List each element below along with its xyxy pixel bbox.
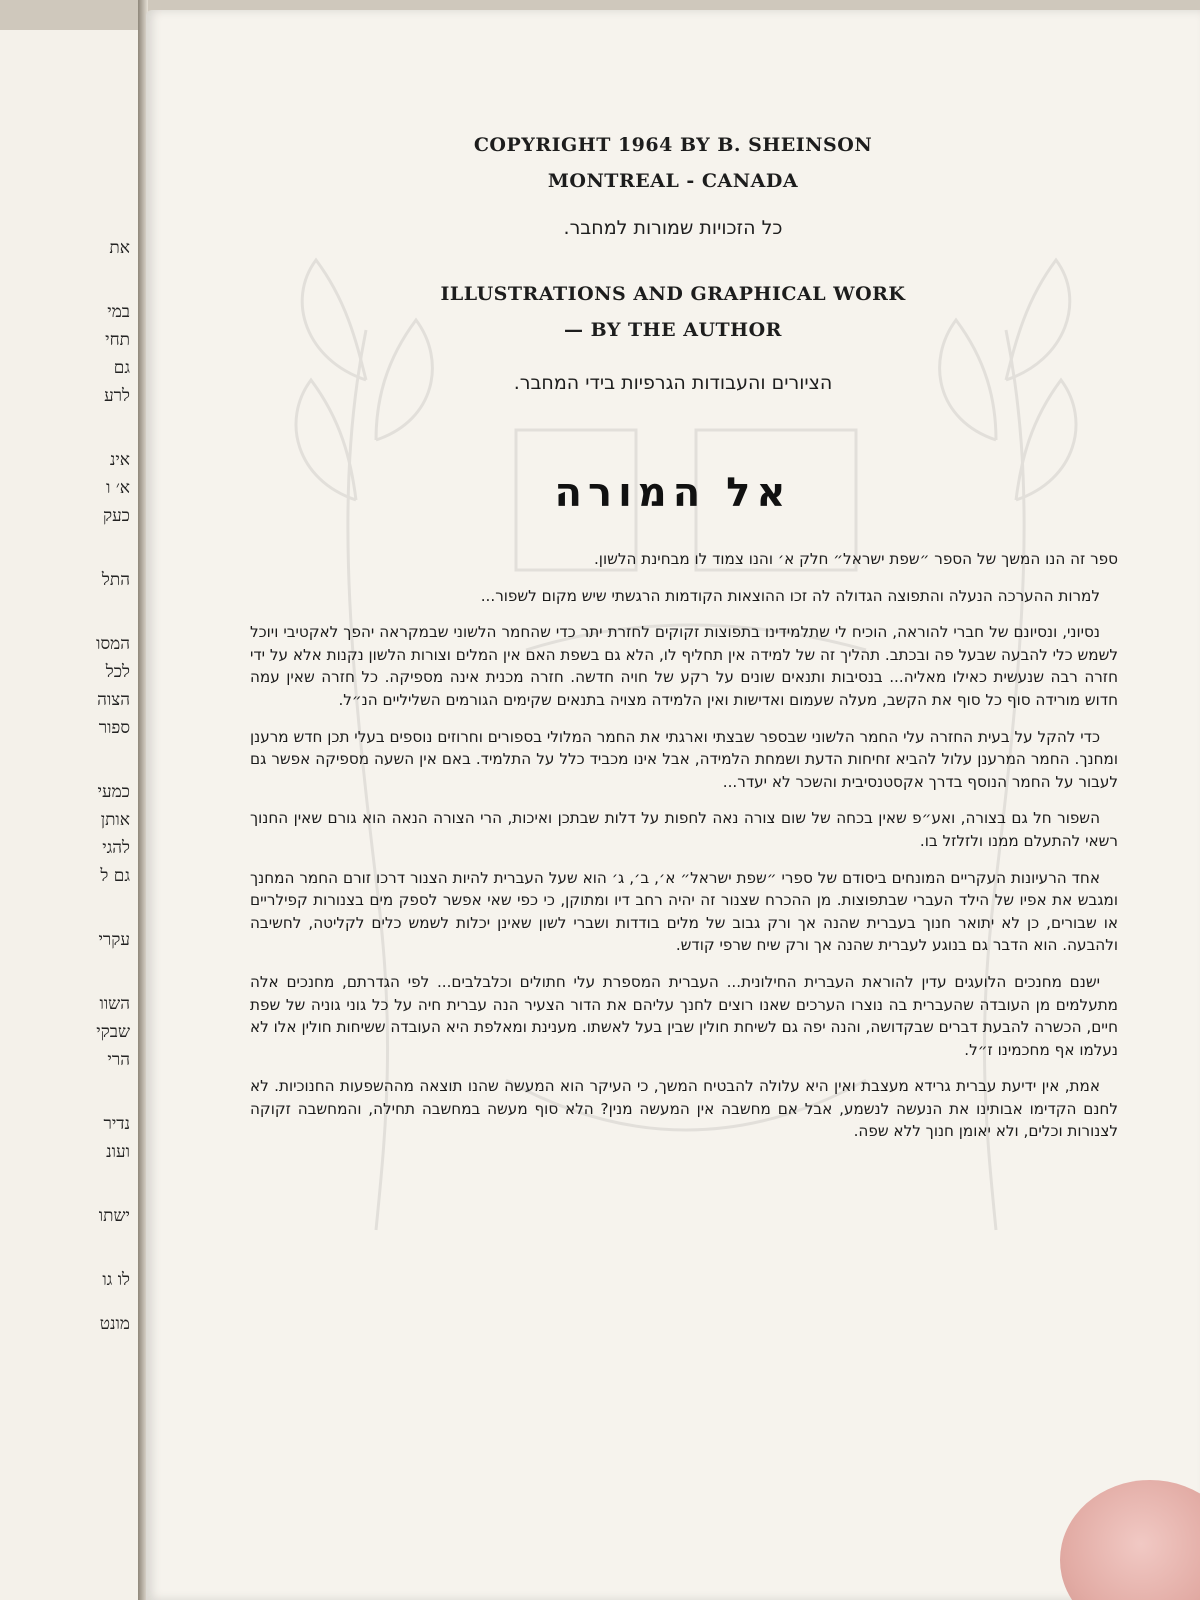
paragraph: כדי להקל על בעית החזרה עלי החמר הלשוני שבספר שבצתי וארגתי את החמר המלולי בספורים וחרוזים נוספים בעלי תכן חדש מרענן ומחנך. החמר המרענן עלול להביא זחיחות הדעת ושמחת הלמידה, אבל אינו מכביד כלל על התלמיד. באם אין השעה מספיקה אפשר גם לעבור על החמר הנוסף בדרך אקסטנסיבית והשכר לא יעדר... [250,727,1118,791]
left-page-text-fragment: כעק [102,506,130,526]
left-page-text-fragment: השוו [99,994,130,1014]
left-page-text-fragment: לרע [104,386,130,406]
left-page-text-fragment: לו גו [102,1270,130,1290]
page-title: אל המורה [554,470,792,516]
paragraph: למרות ההערכה הנעלה והתפוצה הגדולה לה זכו ההוצאות הקודמות הרגשתי שיש מקום לשפור... [480,586,1100,605]
left-page-text-fragment: הרי [107,1050,130,1070]
body-text [250,548,1118,1157]
left-page-text-fragment: גם ל [100,866,130,886]
left-page-text-fragment: את [109,238,130,258]
copyright-line: COPYRIGHT 1964 BY B. SHEINSON [473,134,873,156]
paragraph: אמת, אין ידיעת עברית גרידא מעצבת ואין היא עלולה להבטיח המשך, כי העיקר הוא המעשה שהנו תוצאה מההשפעות החנוכיות. לא לחנם הקדימו אבותינו את הנעשה לנשמע, אבל אם מחשבה אין המעשה מנין? הלא סוף מעשה במחשבה תחילה, והמחשבה זקוקה לצנורות וכלים, ולא יאומן חנוך ללא שפה. [250,1077,1118,1141]
left-page-text-fragment: ועונ [106,1142,130,1162]
left-page-text-fragment: עקרי [98,930,130,950]
left-page-text-fragment: הצוה [97,690,130,710]
paragraph: ספר זה הנו המשך של הספר ״שפת ישראל״ חלק א׳ והנו צמוד לו מבחינת הלשון. [593,550,1118,568]
rights-reserved-hebrew: כל הזכויות שמורות למחבר. [563,217,783,239]
paragraph: נסיוני, ונסיונם של חברי להוראה, הוכיח לי שתלמידינו בתפוצות זקוקים לחזרת יתר כדי שהחמר הלשוני שבמקראה יהפך לאקטיבי ויוכל לשמש כלי להבעה שבעל פה ובכתב. תהליך זה של למידה אין תחליף לו, הלא גם בשפת האם אין המלים וצורות הלשון נקנות אלא על ידי חזרה רבה שנעשית כאילו מאליה... בנסיבות ותנאים שונים על רקע של חויה חדשה. חזרה מכנית אינה מספיקה. כל חזרה שאין עמה חדוש מורידה סוף כל סוף את הקשב, מעלה שעמום ואדישות ואין הלמידה מצויה בתנאים שקימים הגורמים השליליים הנ״ל. [250,623,1118,709]
credits-line: ILLUSTRATIONS AND GRAPHICAL WORK [440,283,906,305]
left-page-text-fragment: א׳ ו [106,478,130,498]
left-page-text-fragment: אינ [109,450,130,470]
left-page-text-fragment: ישתו [98,1206,130,1226]
copyright-location: MONTREAL - CANADA [547,170,799,192]
left-page-text-fragment: התל [101,570,130,590]
left-page-text-fragment: גם [113,358,130,378]
left-page-text-fragment: אותן [100,810,130,830]
credits-hebrew: הציורים והעבודות הגרפיות בידי המחבר. [513,372,833,394]
fingertip [1060,1480,1200,1600]
left-page-text-fragment: ספור [98,718,130,738]
left-page-text-fragment: תחי [105,330,130,350]
left-page-text-fragment: נדיר [103,1114,130,1134]
left-page-text-fragment: להגי [102,838,130,858]
book-page [146,10,1200,1600]
left-page-text-fragment: מונט [99,1314,130,1334]
left-page-text-fragment: המסו [96,634,130,654]
left-page-text-fragment: כמעי [97,782,130,802]
left-page-text-fragment: במי [107,302,130,322]
left-page-text-fragment: לכל [105,662,130,682]
credits-author-line: — BY THE AUTHOR [564,319,782,341]
paragraph: ישנם מחנכים הלועגים עדין להוראת העברית החילונית... העברית המספרת עלי חתולים וכלבלבים... לפי הגדרתם, מחנכים אלה מתעלמים מן העובדה שהעברית בה נוצרו הערכים שאנו רוצים לחנך עליהם את הדור הצעיר הנה עברית חיה על כל גוני גוניה של שפת חיים, הכשרה להבעת דברים שבקדושה, והנה יפה גם לשיחת חולין שבין בעל לאשתו. מענינת ומאלפת היא העובדה ששיחות חולין אלו לא נעלמו אף מחכמינו ז״ל. [250,972,1118,1059]
left-facing-page [0,30,140,1600]
paragraph: אחד הרעיונות העקריים המונחים ביסודם של ספרי ״שפת ישראל״ א׳, ב׳, ג׳ הוא שעל העברית להיות הצנור דרכו זורם החמר המחנך ומגבש את אפיו של הילד העברי שבתפוצות. מן ההכרח שצנור זה יהיה רחב דיו ומתוקן, כי כפי שאי אפשר לספק מים בצנורות קפילריים או שבורים, כן לא יתואר חנוך בעברית שהנה אך ורק גבוב של מלים בודדות ושברי לשון שאינן יכלות לשמש כלים לקליטה, לחשיבה ולהבעה. הוא הדבר גם בנוגע לעברית שהנה אך ורק שיח שרפי קודש. [250,868,1118,955]
left-page-text-fragment: שבקי [96,1022,130,1042]
paragraph: השפור חל גם בצורה, ואע״פ שאין בכחה של שום צורה נאה לחפות על דלות שבתכן ואיכות, הרי הצורה הנאה הוא גורם שאין החנוך רשאי להתעלם ממנו ולזלזל בו. [250,809,1118,850]
